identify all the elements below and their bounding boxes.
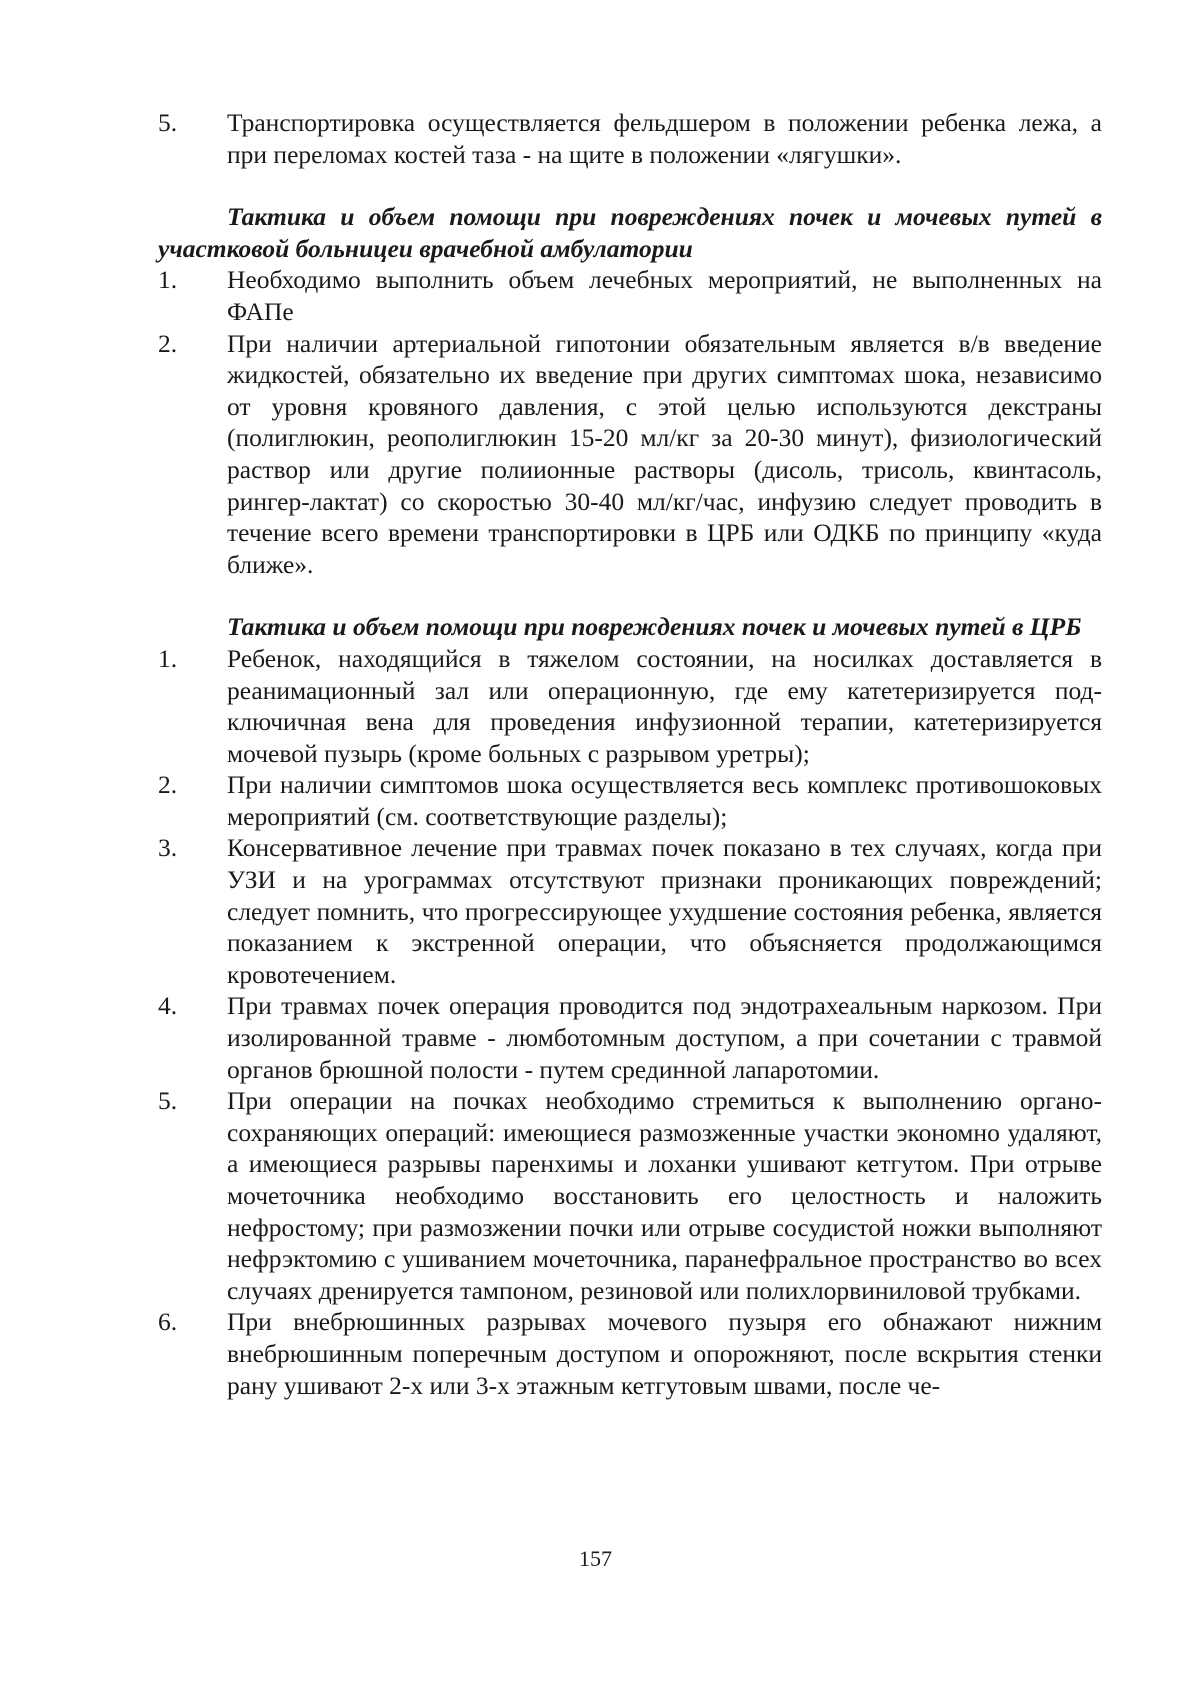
list-item bbox=[158, 328, 1102, 581]
page-number: 157 bbox=[579, 1546, 612, 1571]
list-item bbox=[158, 1306, 1102, 1401]
list-item-number: 3. bbox=[158, 833, 178, 863]
list-item-number: 6. bbox=[158, 1307, 178, 1337]
list-item-text: При операции на почках необходимо стремиться к выполнению органосохраняющих операций: имеющиеся размозженные участки экономно удаляют, а имеющиеся разрывы паренхимы и лоханки ушивают кетгутом. При отрыве мочеточника необходимо восстановить его целостность и наложить нефростому; при размозжении почки или отрыве сосудистой ножки выполняют нефрэктомию с ушиванием мочеточника, паранефральное пространство во всех случаях дренируется тампоном, резиновой или полихлорвиниловой трубками. bbox=[227, 1086, 1102, 1305]
section-heading: Тактика и объем помощи при повреждениях почек и мочевых путей в участковой больницеи врачебной амбулатории bbox=[158, 202, 1102, 263]
list-item-text: Консервативное лечение при травмах почек показано в тех случаях, когда при УЗИ и на урограммах отсутствуют признаки проникающих повреждений; следует помнить, что прогрессирующее ухудшение состояния ребенка, является показанием к экстренной операции, что объясняется продолжающимся кровотечением. bbox=[227, 833, 1102, 989]
list-item bbox=[158, 1085, 1102, 1306]
list-item-number: 1. bbox=[158, 265, 178, 295]
list-item bbox=[158, 107, 1102, 170]
list-item-text: Ребенок, находящийся в тяжелом состоянии, на носилках доставляется в реанимационный зал или операционную, где ему катетеризируется подключичная вена для проведения инфузионной терапии, катетеризируется мочевой пузырь (кроме больных с разрывом уретры); bbox=[227, 643, 1102, 768]
list-item-number: 4. bbox=[158, 991, 178, 1021]
list-item-text: При наличии симптомов шока осуществляется весь комплекс противошоковых мероприятий (см. соответствующие разделы); bbox=[227, 770, 1102, 831]
list-item bbox=[158, 643, 1102, 769]
list-item-text: При внебрюшинных разрывах мочевого пузыря его обнажают нижним внебрюшинным поперечным доступом и опорожняют, после вскрытия стенки рану ушивают 2-х или 3-х этажным кетгутовым швами, после че- bbox=[227, 1307, 1102, 1400]
section-heading: Тактика и объем помощи при повреждениях почек и мочевых путей в ЦРБ bbox=[227, 612, 1082, 642]
list-item bbox=[158, 832, 1102, 990]
list-item bbox=[158, 769, 1102, 832]
list-item bbox=[158, 264, 1102, 327]
list-item-text: При наличии артериальной гипотонии обязательным является в/в введение жидкостей, обязательно их введение при других симптомах шока, независимо от уровня кровяного давления, с этой целью используются декстраны (полиглюкин, реополиглюкин 15-20 мл/кг за 20-30 минут), физиологический раствор или другие полиионные растворы (дисоль, трисоль, квинтасоль, рингер-лактат) со скоростью 30-40 мл/кг/час, инфузию следует проводить в течение всего времени транспортировки в ЦРБ или ОДКБ по принципу «куда ближе». bbox=[227, 328, 1102, 579]
list-item bbox=[158, 990, 1102, 1085]
list-item-number: 5. bbox=[158, 1086, 178, 1116]
list-item-text: При травмах почек операция проводится под эндотрахеальным наркозом. При изолированной травме - люмботомным доступом, а при сочетании с травмой органов брюшной полости - путем срединной лапаротомии. bbox=[227, 991, 1102, 1084]
list-item-number: 2. bbox=[158, 328, 178, 358]
list-item-number: 2. bbox=[158, 770, 178, 800]
document-page bbox=[158, 107, 1102, 1401]
list-item-number: 5. bbox=[158, 108, 178, 137]
list-item-text: Транспортировка осуществляется фельдшером в положении ребенка лежа, а при переломах костей таза - на щите в положении «лягушки». bbox=[227, 108, 1102, 169]
list-item-text: Необходимо выполнить объем лечебных мероприятий, не выполненных на ФАПе bbox=[227, 265, 1102, 326]
list-item-number: 1. bbox=[158, 643, 178, 673]
